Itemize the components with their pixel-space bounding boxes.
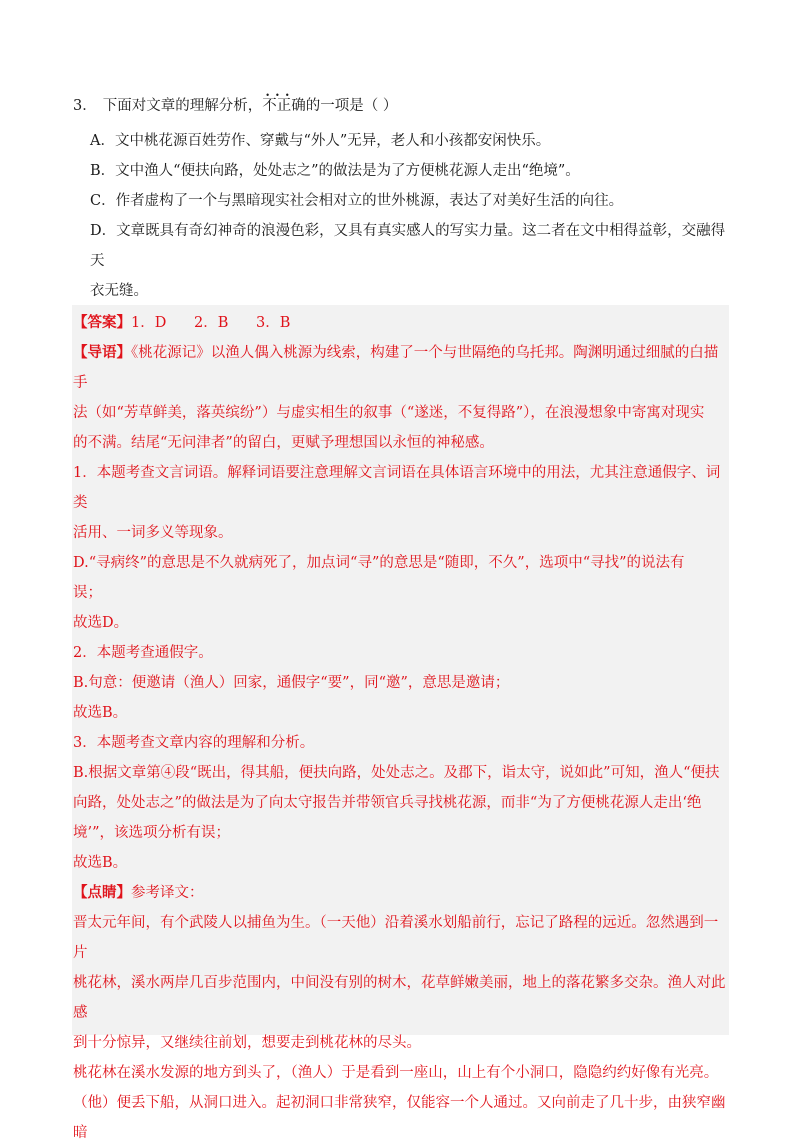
question-stem	[73, 96, 733, 116]
dianjing-text: 参考译文：	[131, 885, 204, 901]
answer-text: 1．D 2．B 3．B	[131, 315, 291, 331]
answer-tag: 【答案】	[73, 314, 131, 331]
option-d	[73, 216, 733, 306]
translation-line-4: 桃花林在溪水发源的地方到头了，（渔人）于是看到一座山，山上有个小洞口，隐隐约约好像有光亮。	[73, 1065, 719, 1081]
guide-line-3: 的不满。结尾“无问津者”的留白，更赋予理想国以永恒的神秘感。	[73, 435, 494, 451]
answer-explanation-box	[72, 305, 729, 1141]
dianjing-tag: 【点睛】	[73, 884, 131, 901]
q3-choose: 故选B。	[73, 855, 128, 871]
translation-line-5: （他）便丢下船，从洞口进入。起初洞口非常狭窄，仅能容一个人通过。又向前走了几十步，由狭窄幽暗	[73, 1095, 726, 1141]
q3-b-line-1: B.根据文章第④段“既出，得其船，便扶向路，处处志之。及郡下，诣太守，说如此”可知，渔人“便扶	[73, 765, 720, 781]
q3-b-line-2: 向路，处处志之”的做法是为了向太守报告并带领官兵寻找桃花源，而非“为了方便桃花源人走出‘绝	[73, 795, 702, 811]
option-b	[73, 156, 733, 186]
option-label: A．	[90, 133, 115, 149]
question-3	[73, 96, 733, 306]
question-number: 3．	[73, 98, 97, 114]
q1-line-2: 活用、一词多义等现象。	[73, 525, 233, 541]
q1-line-1: 1．本题考查文言词语。解释词语要注意理解文言词语在具体语言环境中的用法，尤其注意通假字、词类	[73, 465, 721, 511]
option-a	[73, 126, 733, 156]
option-label: C．	[90, 193, 116, 209]
answer-line	[73, 308, 729, 338]
option-label: D．	[90, 223, 117, 239]
q2-line-1: 2．本题考查通假字。	[73, 645, 213, 661]
guide-line-2: 法（如“芳草鲜美，落英缤纷”）与虚实相生的叙事（“遂迷，不复得路”），在浪漫想象中寄寓对现实	[73, 405, 705, 421]
translation-line-1: 晋太元年间，有个武陵人以捕鱼为生。（一天他）沿着溪水划船前行，忘记了路程的远近。忽然遇到一片	[73, 915, 719, 961]
q1-choose: 故选D。	[73, 615, 129, 631]
translation-line-2: 桃花林，溪水两岸几百步范围内，中间没有别的树木，花草鲜嫩美丽，地上的落花繁多交杂。渔人对此感	[73, 975, 726, 1021]
option-text-continued: 衣无缝。	[90, 283, 148, 299]
option-text: 文中桃花源百姓劳作、穿戴与“外人”无异，老人和小孩都安闲快乐。	[114, 133, 551, 149]
dianjing-line	[73, 878, 729, 908]
option-text: 作者虚构了一个与黑暗现实社会相对立的世外桃源，表达了对美好生活的向往。	[115, 193, 624, 209]
stem-before: 下面对文章的理解分析，	[102, 98, 263, 114]
guide-text-1: 《桃花源记》以渔人偶入桃源为线索，构建了一个与世隔绝的乌托邦。陶渊明通过细腻的白描手	[73, 345, 719, 391]
guide-tag: 【导语】	[73, 344, 131, 361]
option-label: B．	[90, 163, 116, 179]
q2-b-line-1: B.句意：便邀请（渔人）回家，通假字“要”，同“邀”，意思是邀请；	[73, 675, 510, 691]
option-text: 文章既具有奇幻神奇的浪漫色彩，又具有真实感人的写实力量。这二者在文中相得益彰，交融得天	[90, 223, 726, 269]
q3-line-1: 3．本题考查文章内容的理解和分析。	[73, 735, 315, 751]
option-c	[73, 186, 733, 216]
stem-emphasis: • • • 不正确	[262, 98, 306, 114]
q1-d-line-2: 误；	[73, 585, 102, 601]
guide-line-1	[73, 338, 729, 398]
q2-choose: 故选B。	[73, 705, 128, 721]
q1-d-line-1: D.“寻病终”的意思是不久就病死了，加点词“寻”的意思是“随即，不久”，选项中“寻找”的说法有	[73, 555, 685, 571]
option-text: 文中渔人“便扶向路，处处志之”的做法是为了方便桃花源人走出“绝境”。	[115, 163, 580, 179]
translation-line-3: 到十分惊异，又继续往前划，想要走到桃花林的尽头。	[73, 1035, 421, 1051]
q3-b-line-3: 境’”，该选项分析有误；	[73, 825, 231, 841]
stem-after: 的一项是（ ）	[305, 98, 398, 114]
